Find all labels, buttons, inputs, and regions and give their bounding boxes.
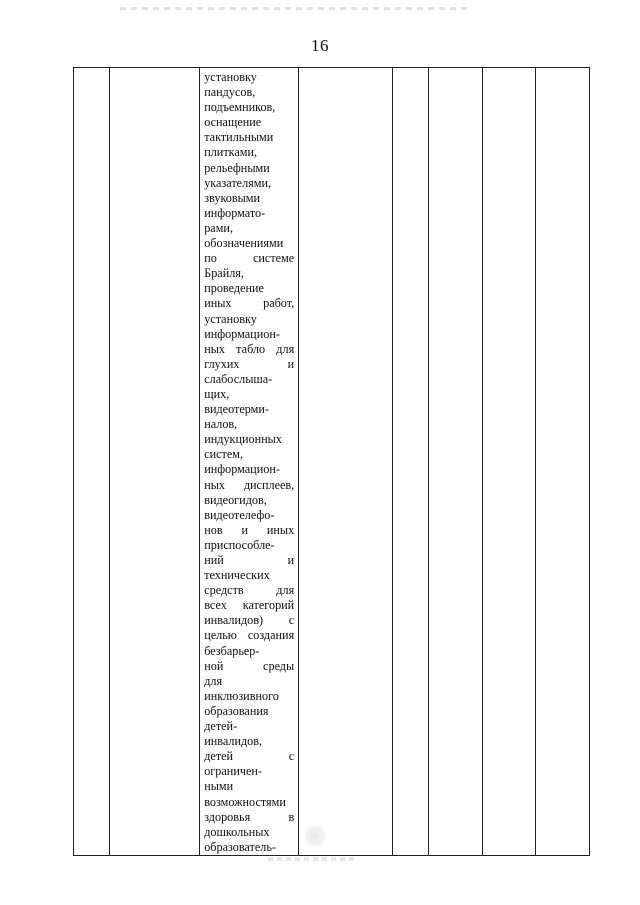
cell-text-line: детей с [204, 749, 295, 764]
cell-text-line: образования [204, 703, 269, 718]
cell-text-line: ной среды [204, 658, 295, 673]
cell-text-line: звуковыми [204, 190, 261, 205]
cell-text-line: по системе [204, 251, 295, 266]
cell-text-line: ных табло для [204, 341, 295, 356]
cell-text-line: слабослыша- [204, 371, 273, 386]
cell-text-line: инвалидов, [204, 734, 263, 749]
cell-text-line: ний и [204, 553, 295, 567]
table-cell-col-6 [429, 68, 483, 856]
cell-text-line: информацион- [204, 462, 280, 477]
table-cell-col-3-description [200, 68, 299, 856]
table-cell-col-7 [482, 68, 536, 856]
cell-text-line: систем, [204, 447, 244, 462]
cell-text-line: всех категорий [204, 598, 295, 613]
cell-text-line: нов и иных [204, 522, 295, 537]
cell-text-description [204, 70, 294, 855]
document-table [73, 67, 590, 856]
cell-text-line: ными [204, 779, 234, 794]
cell-text-line: оснащение [204, 115, 262, 130]
cell-text-line: видеотелефо- [204, 507, 275, 522]
cell-text-line: обозначениями [204, 236, 284, 251]
table-row [74, 68, 590, 856]
cell-text-line: целью создания [204, 628, 295, 643]
cell-text-line: индукционных [204, 432, 282, 447]
cell-text-line: детей- [204, 719, 238, 734]
cell-text-line: Брайля, [204, 266, 244, 281]
page-number: 16 [311, 36, 329, 55]
cell-text-line: налов, [204, 417, 238, 432]
cell-text-line: пандусов, [204, 85, 256, 100]
cell-text-line: установку [204, 311, 257, 326]
cell-text-line: установку [204, 70, 257, 84]
cell-text-line: видеотерми- [204, 402, 269, 417]
cell-text-line: щих, [204, 386, 230, 401]
cell-text-line: глухих и [204, 356, 295, 371]
table-cell-col-8 [536, 68, 590, 856]
cell-text-line: рельефными [204, 160, 270, 175]
cell-text-line: информато- [204, 205, 266, 220]
cell-text-line: возможностями [204, 794, 286, 809]
cell-text-line: видеогидов, [204, 492, 267, 507]
table-cell-col-5 [393, 68, 429, 856]
cell-text-line: рами, [204, 220, 233, 235]
cell-text-line: инклюзивного [204, 688, 279, 703]
cell-text-line: проведение [204, 281, 264, 296]
table-cell-col-2 [110, 68, 200, 856]
cell-text-line: информацион- [204, 326, 280, 341]
scan-artifact-bottom [268, 857, 358, 861]
table-cell-col-1 [74, 68, 110, 856]
cell-text-line: средств для [204, 583, 295, 598]
cell-text-line: здоровья в [204, 809, 295, 824]
cell-text-line: плитками, [204, 145, 258, 160]
cell-text-line: технических [204, 568, 270, 583]
cell-text-line: подъемников, [204, 100, 276, 115]
table-cell-col-4 [299, 68, 393, 856]
cell-text-line: иных работ, [204, 296, 295, 311]
cell-text-line: приспособле- [204, 537, 275, 552]
cell-text-line: указателями, [204, 175, 272, 190]
cell-text-line: дошкольных [204, 824, 270, 839]
cell-text-line: безбарьер- [204, 643, 260, 658]
stamp-artifact [302, 826, 328, 846]
cell-text-line: ных дисплеев, [204, 477, 295, 492]
cell-text-line: ограничен- [204, 764, 262, 779]
cell-text-line: для [204, 673, 223, 688]
cell-text-line: инвалидов) с [204, 613, 295, 628]
scan-artifact-top [120, 7, 470, 10]
cell-text-line: образователь- [204, 839, 276, 854]
cell-text-line: тактильными [204, 130, 274, 145]
